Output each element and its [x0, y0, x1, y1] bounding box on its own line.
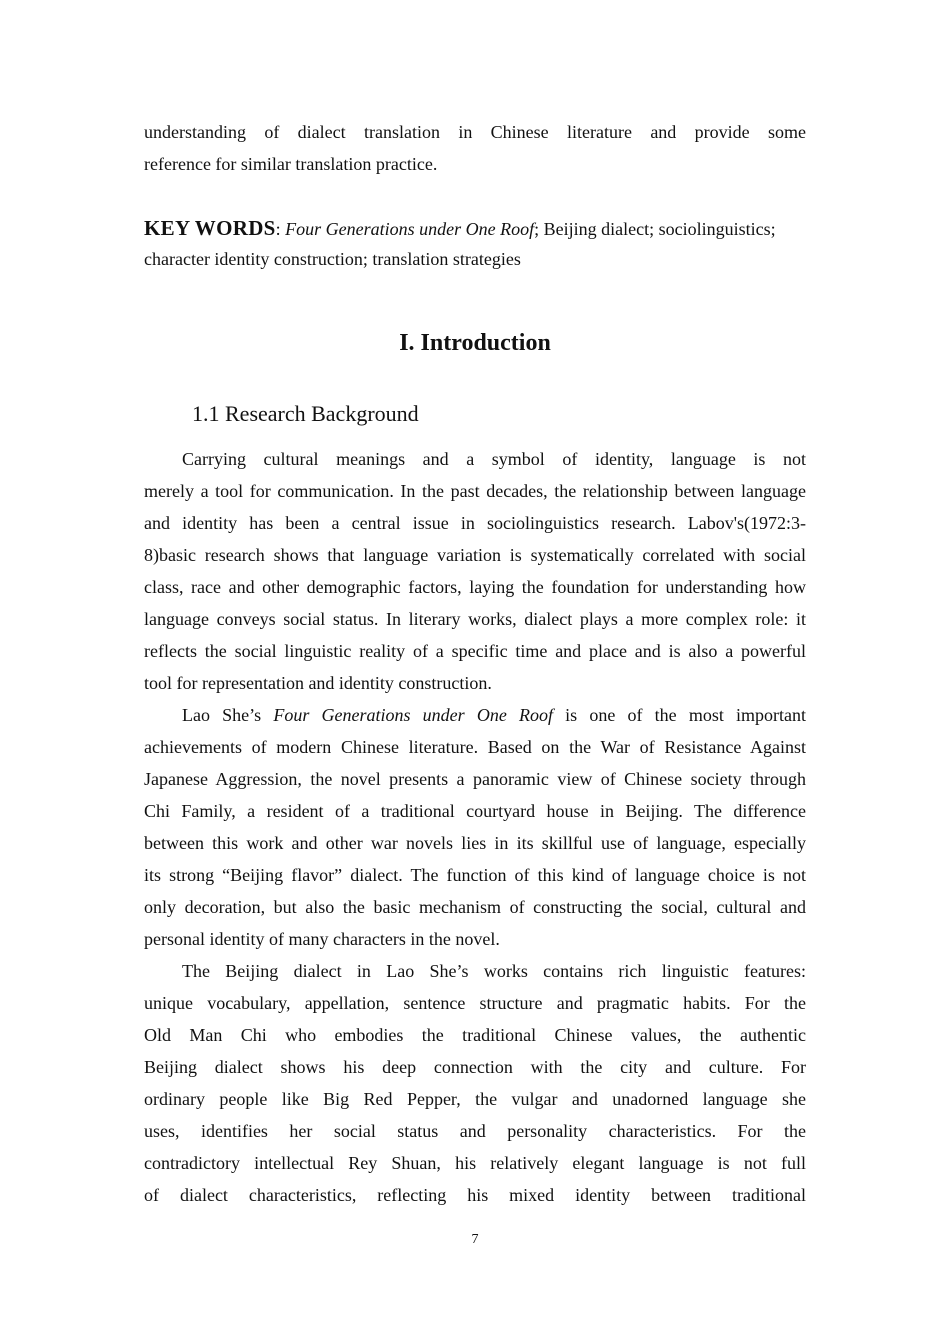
book-title: Four Generations under One Roof: [273, 705, 553, 725]
text-line: uses, identifies her social status and personality characteristics. For the: [144, 1121, 806, 1141]
keywords-label: KEY WORDS: [144, 216, 276, 240]
text-line: reference for similar translation practice.: [144, 154, 438, 174]
text-line: reflects the social linguistic reality of a specific time and place and is also a powerful: [144, 641, 806, 661]
text-line: Beijing dialect shows his deep connection with the city and culture. For: [144, 1057, 806, 1077]
text-line: understanding of dialect translation in Chinese literature and provide some: [144, 122, 806, 142]
text-line: Japanese Aggression, the novel presents a panoramic view of Chinese society through: [144, 769, 806, 789]
page-number: 7: [471, 1232, 479, 1247]
text-line: tool for representation and identity construction.: [144, 673, 492, 693]
text-line: Old Man Chi who embodies the traditional Chinese values, the authentic: [144, 1025, 806, 1045]
text-line: its strong “Beijing flavor” dialect. The function of this kind of language choice is not: [144, 865, 806, 885]
subsection-title: 1.1 Research Background: [192, 401, 419, 426]
keywords-line-1: [144, 213, 806, 244]
text-line: class, race and other demographic factors, laying the foundation for understanding how: [144, 577, 806, 597]
text-line: of dialect characteristics, reflecting his mixed identity between traditional: [144, 1185, 806, 1205]
keywords-line-2: character identity construction; translation strategies: [144, 249, 521, 269]
keywords-book-title: Four Generations under One Roof: [285, 219, 535, 239]
text-line: language conveys social status. In literary works, dialect plays a more complex role: it: [144, 609, 806, 629]
text-line: only decoration, but also the basic mechanism of constructing the social, cultural and: [144, 897, 806, 917]
paragraph-first-line: [144, 699, 806, 731]
paragraph-first-line: Carrying cultural meanings and a symbol of identity, language is not: [182, 449, 806, 469]
abstract-ending: [144, 116, 806, 180]
text-line: achievements of modern Chinese literature. Based on the War of Resistance Against: [144, 737, 806, 757]
keywords-list: ; Beijing dialect; sociolinguistics;: [534, 219, 776, 239]
text-line: contradictory intellectual Rey Shuan, his relatively elegant language is not full: [144, 1153, 806, 1173]
section-title: I. Introduction: [399, 330, 551, 356]
keywords-colon: :: [275, 219, 281, 239]
paragraph-first-line: The Beijing dialect in Lao She’s works contains rich linguistic features:: [182, 961, 806, 981]
text-run: Lao She’s: [182, 705, 274, 725]
text-line: ordinary people like Big Red Pepper, the vulgar and unadorned language she: [144, 1089, 806, 1109]
text-line: merely a tool for communication. In the past decades, the relationship between language: [144, 481, 806, 501]
body-text: [144, 443, 806, 1211]
text-line: 8)basic research shows that language variation is systematically correlated with social: [144, 545, 806, 565]
text-line: Chi Family, a resident of a traditional courtyard house in Beijing. The difference: [144, 801, 806, 821]
text-line: and identity has been a central issue in sociolinguistics research. Labov's(1972:3-: [144, 513, 806, 533]
text-run: is one of the most important: [565, 705, 806, 725]
text-line: unique vocabulary, appellation, sentence structure and pragmatic habits. For the: [144, 993, 806, 1013]
text-line: personal identity of many characters in the novel.: [144, 929, 500, 949]
text-line: between this work and other war novels lies in its skillful use of language, especially: [144, 833, 806, 853]
